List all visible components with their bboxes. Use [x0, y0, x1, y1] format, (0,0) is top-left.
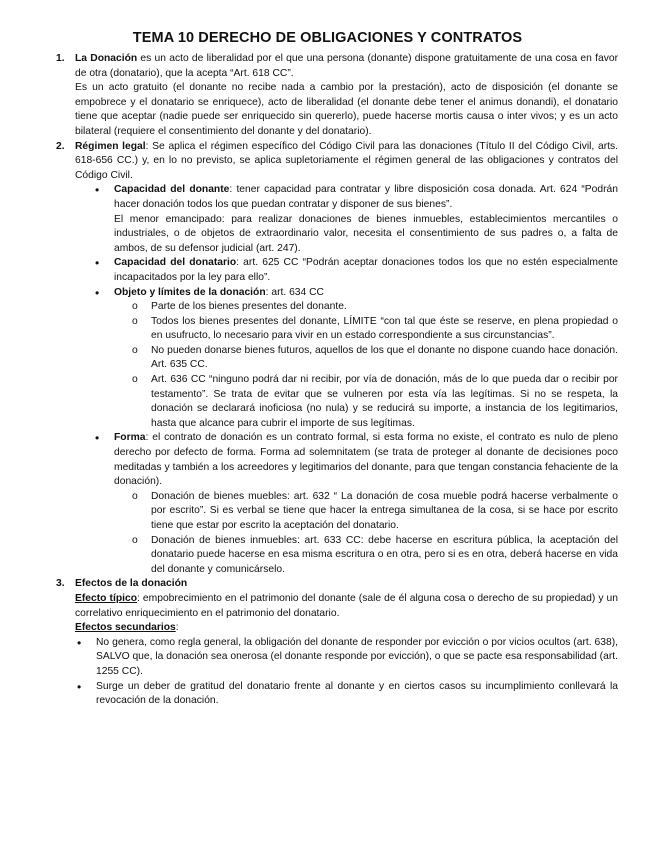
- item-label: Objeto y límites de la donación: [114, 286, 266, 298]
- regimen-list: [56, 183, 618, 577]
- list-item-text: No genera, como regla general, la obligación del donante de responder por evicción o por vicios ocultos (art. 638), SALVO que, la donación sea onerosa (el donante responde por evicción), o que se pacte esa responsabilidad (art. 1255 CC).: [96, 636, 618, 677]
- paragraph: [75, 592, 618, 621]
- paragraph: Es un acto gratuito (el donante no recibe nada a cambio por la prestación), acto de disposición (el donante se empobrece y el donatario se enriquece), acto de liberalidad (el donante debe tener el animus donandi), el donatario tiene que aceptar (nadie puede ser enriquecido sin quererlo), puede hacerse mortis causa o inter vivos; y es un acto bilateral (requiere el consentimiento del donante y del donatario).: [75, 82, 618, 137]
- paragraph: [75, 621, 618, 636]
- sublist-item-text: Parte de los bienes presentes del donante.: [151, 301, 347, 313]
- document-body: [56, 52, 618, 709]
- list-item-capacidad-donante: [95, 183, 618, 256]
- circle-bullet-icon: o: [132, 534, 138, 546]
- section-regimen-legal: [56, 140, 618, 184]
- bullet-icon: •: [95, 431, 100, 446]
- paragraph-text: : empobrecimiento en el patrimonio del donante (sale de él alguna cosa o derecho de su propiedad) y un correlativo enriquecimiento en el patrimonio del donatario.: [75, 592, 618, 619]
- colon-text: :: [175, 622, 179, 634]
- list-item-forma: [95, 431, 618, 577]
- list-item: [77, 680, 618, 709]
- circle-bullet-icon: o: [132, 490, 138, 502]
- sublist-item: [132, 344, 618, 373]
- sublist-item: [132, 300, 618, 315]
- list-item-capacidad-donatario: [95, 256, 618, 285]
- item-text: : art. 625 CC “Podrán aceptar donaciones todos los que no estén especialmente incapacitados por la ley para ello”.: [114, 257, 618, 283]
- bullet-icon: •: [77, 679, 82, 694]
- paragraph: [75, 52, 618, 81]
- item-label: Forma: [114, 432, 146, 444]
- paragraph: [75, 140, 618, 184]
- efecto-tipico-label: Efecto típico: [75, 592, 137, 604]
- sublist-item: [132, 534, 618, 578]
- sublist-item-text: No pueden donarse bienes futuros, aquellos de los que el donante no dispone cuando hace donación. Art. 635 CC.: [151, 344, 618, 371]
- section-heading: La Donación: [75, 53, 138, 64]
- section-heading: Efectos de la donación: [75, 578, 188, 590]
- item-label: Capacidad del donatario: [114, 257, 237, 269]
- objeto-sublist: [114, 300, 618, 431]
- document-title: TEMA 10 DERECHO DE OBLIGACIONES Y CONTRATOS: [132, 30, 523, 46]
- bullet-icon: •: [95, 256, 100, 271]
- forma-sublist: [114, 490, 618, 578]
- section-number: 1.: [56, 53, 65, 64]
- paragraph-text: es un acto de liberalidad por el que una persona (donante) dispone gratuitamente de una cosa en favor de otra (donatario), que la acepta “Art. 618 CC”.: [75, 53, 618, 79]
- section-number: 3.: [56, 578, 65, 590]
- bullet-icon: •: [77, 635, 82, 650]
- paragraph-text: : Se aplica el régimen específico del Código Civil para las donaciones (Título II del Código Civil, arts. 618-656 CC.) y, en lo no previsto, se aplica supletoriamente el régimen general de las obligaciones y contratos del Código Civil.: [75, 140, 618, 181]
- circle-bullet-icon: o: [132, 374, 138, 386]
- bullet-icon: •: [95, 183, 100, 198]
- sublist-item-text: Art. 636 CC “ninguno podrá dar ni recibir, por vía de donación, más de lo que pueda dar o recibir por testamento”. Se trata de evitar que se vulneren por esta vía las legítimas. Si no se respeta, la donación se declarará inoficiosa (no nula) y se reducirá su importe, a instancia de los legitimarios, hasta que alcance para cubrir el importe de sus legítimas.: [151, 374, 618, 429]
- sublist-item-text: Donación de bienes inmuebles: art. 633 CC: debe hacerse en escritura pública, la aceptación del donatario puede hacerse en esa misma escritura o en otra, pero si es en otra, deberá hacerse en vida del donante y comunicárselo.: [151, 534, 618, 575]
- item-label: Capacidad del donante: [114, 184, 230, 196]
- section-donacion: [56, 52, 618, 140]
- circle-bullet-icon: o: [132, 344, 138, 356]
- sublist-item: [132, 315, 618, 344]
- item-text: : art. 634 CC: [265, 286, 324, 298]
- list-item-objeto-limites: [95, 286, 618, 432]
- list-item-text: Surge un deber de gratitud del donatario frente al donante y en ciertos casos su incumplimiento conllevará la revocación de la donación.: [96, 680, 618, 707]
- section-efectos: [56, 577, 618, 635]
- efectos-secundarios-list: [56, 636, 618, 709]
- efectos-secundarios-label: Efectos secundarios: [75, 622, 176, 634]
- circle-bullet-icon: o: [132, 301, 138, 313]
- circle-bullet-icon: o: [132, 315, 138, 327]
- section-heading: Régimen legal: [75, 140, 146, 152]
- sublist-item-text: Donación de bienes muebles: art. 632 “ La donación de cosa mueble podrá hacerse verbalmente o por escrito”. Si es verbal se tiene que hacer la entrega simultanea de la cosa, si se hace por escrito tiene que estar por escrito la aceptación del donatario.: [151, 490, 618, 531]
- bullet-icon: •: [95, 285, 100, 300]
- item-text: : tener capacidad para contratar y libre disposición cosa donada. Art. 624 “Podrán hacer donación todos los que puedan contratar y disponer de sus bienes”.: [114, 184, 618, 210]
- sublist-item: [132, 373, 618, 431]
- sublist-item: [132, 490, 618, 534]
- sublist-item-text: Todos los bienes presentes del donante, LÍMITE “con tal que éste se reserve, en plena propiedad o en usufructo, lo necesario para vivir en un estado correspondiente a sus circunstancias”.: [151, 315, 618, 342]
- item-extra: El menor emancipado: para realizar donaciones de bienes inmuebles, establecimientos mercantiles o industriales, o de objetos de extraordinario valor, necesita el consentimiento de sus padres o, a falta de ambos, de su defensor judicial (art. 247).: [114, 213, 618, 254]
- item-text: : el contrato de donación es un contrato formal, si esta forma no existe, el contrato es nulo de pleno derecho por defecto de forma. Forma ad solemnitatem (se trata de proteger al donante de decisiones poco meditadas y también a los acreedores y legitimarios del donante, para que tengan constancia fehaciente de la donación).: [114, 432, 618, 488]
- section-number: 2.: [56, 140, 65, 152]
- list-item: [77, 636, 618, 680]
